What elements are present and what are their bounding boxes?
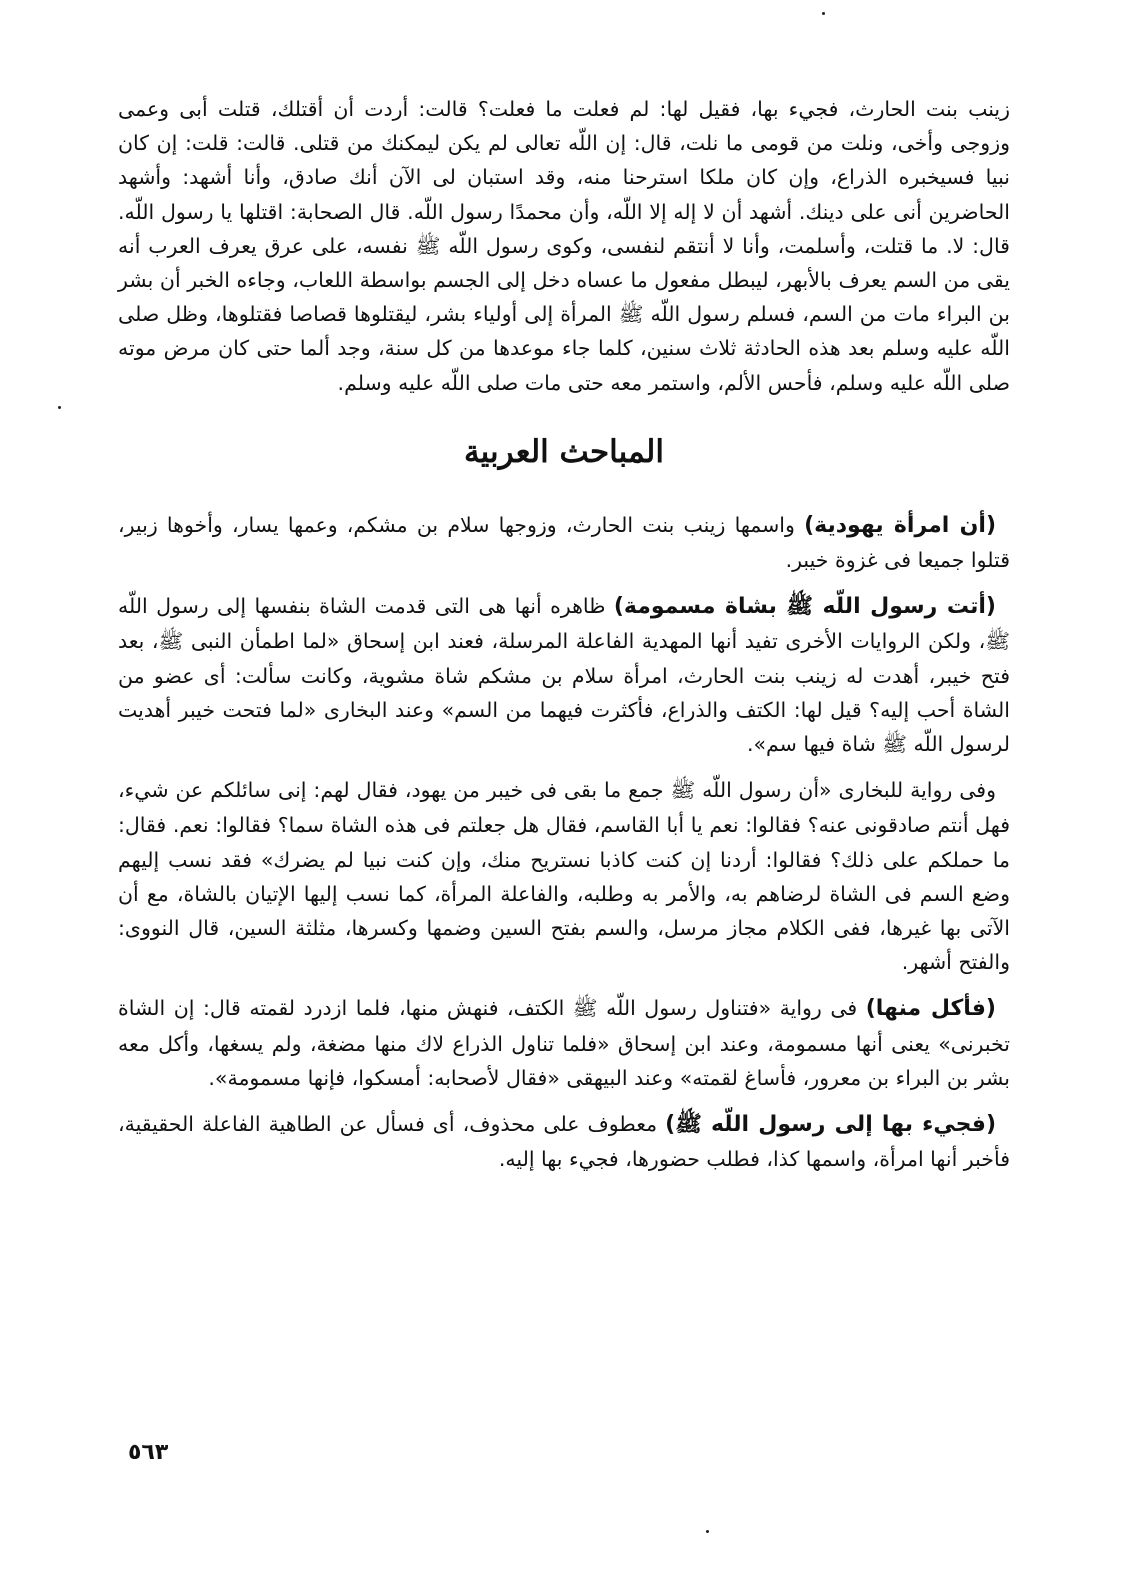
paragraph-text: معطوف على محذوف، أى فسأل عن الطاهية الفاعلة الحقيقية، فأخبر أنها امرأة، واسمها كذا، فطلب حضورها، فجيء بها إليه. <box>118 1112 1010 1172</box>
scan-speck <box>58 406 61 409</box>
paragraph-text: فى رواية «فتناول رسول اللّه ﷺ الكتف، فنهش منها، فلما ازدرد لقمته قال: إن الشاة تخبرنى» يعنى أنها مسمومة، وعند ابن إسحاق «فلما تناول الذراع لاك منها مضغة، ولم يسغها، وأكل معه بشر بن البراء بن معرور، فأساغ لقمته» وعند البيهقى «فقال لأصحابه: أمسكوا، فإنها مسمومة». <box>118 996 1010 1090</box>
scan-speck <box>706 1530 709 1533</box>
paragraph-2 <box>118 589 1010 761</box>
paragraph-4 <box>118 991 1010 1095</box>
paragraph-lead: (فأكل منها) <box>865 996 996 1022</box>
paragraph-lead: (أن امرأة يهودية) <box>804 512 997 538</box>
paragraph-1 <box>118 508 1010 577</box>
page-content <box>118 92 1010 1188</box>
paragraph-lead: (فجيء بها إلى رسول اللّه ﷺ) <box>665 1112 996 1138</box>
intro-paragraph: زينب بنت الحارث، فجيء بها، فقيل لها: لم فعلت ما فعلت؟ قالت: أردت أن أقتلك، قتلت أبى وعمى وزوجى وأخى، ونلت من قومى ما نلت، قال: إن اللّه تعالى لم يكن ليمكنك من قتلى. قالت: قلت: إن كان نبيا فسيخبره الذراع، وإن كان ملكا استرحنا منه، وقد استبان لى الآن أنك صادق، وأنا أشهد: وأشهد الحاضرين أنى على دينك. أشهد أن لا إله إلا اللّه، وأن محمدًا رسول اللّه. قال الصحابة: اقتلها يا رسول اللّه. قال: لا. ما قتلت، وأسلمت، وأنا لا أنتقم لنفسى، وكوى رسول اللّه ﷺ نفسه، على عرق يعرف العرب أنه يقى من السم يعرف بالأبهر، ليبطل مفعول ما عساه دخل إلى الجسم بواسطة اللعاب، وجاءه الخبر أن بشر بن البراء مات من السم، فسلم رسول اللّه ﷺ المرأة إلى أولياء بشر، ليقتلوها قصاصا فقتلوها، وظل صلى اللّه عليه وسلم بعد هذه الحادثة ثلاث سنين، كلما جاء موعدها من كل سنة، وجد ألما حتى كان مرض موته صلى اللّه عليه وسلم، فأحس الألم، واستمر معه حتى مات صلى اللّه عليه وسلم. <box>118 97 1010 395</box>
paragraph-3 <box>118 773 1010 979</box>
section-heading: المباحث العربية <box>464 433 664 470</box>
page-number: ٥٦٣ <box>128 1440 169 1465</box>
paragraph-text: واسمها زينب بنت الحارث، وزوجها سلام بن مشكم، وعمها يسار، وأخوها زبير، قتلوا جميعا فى غزوة خيبر. <box>118 512 1010 573</box>
paragraph-text: ظاهره أنها هى التى قدمت الشاة بنفسها إلى رسول اللّه ﷺ، ولكن الروايات الأخرى تفيد أنها المهدية الفاعلة المرسلة، فعند ابن إسحاق «لما اطمأن النبى ﷺ، بعد فتح خيبر، أهدت له زينب بنت الحارث، امرأة سلام بن مشكم شاة مشوية، وكانت سألت: أى عضو من الشاة أحب إليه؟ قيل لها: الكتف والذراع، فأكثرت فيهما من السم» وعند البخارى «لما فتحت خيبر أهديت لرسول اللّه ﷺ شاة فيها سم». <box>118 594 1010 757</box>
paragraph-5 <box>118 1107 1010 1176</box>
paragraph-text: وفى رواية للبخارى «أن رسول اللّه ﷺ جمع ما بقى فى خيبر من يهود، فقال لهم: إنى سائلكم عن شيء، فهل أنتم صادقونى عنه؟ فقالوا: نعم يا أبا القاسم، فقال هل جعلتم فى هذه الشاة سما؟ فقالوا: نعم. فقال: ما حملكم على ذلك؟ فقالوا: أردنا إن كنت كاذبا نستريح منك، وإن كنت نبيا لم يضرك» فقد نسب إليهم وضع السم فى الشاة لرضاهم به، والأمر به وطلبه، والفاعلة المرأة، كما نسب إليها الإتيان بالشاة، مع أن الآتى بها غيرها، ففى الكلام مجاز مرسل، والسم بفتح السين وضمها وكسرها، مثلثة السين، قال النووى: والفتح أشهر. <box>118 778 1010 975</box>
paragraph-lead: (أتت رسول اللّه ﷺ بشاة مسمومة) <box>613 594 996 620</box>
scan-speck <box>822 12 825 15</box>
